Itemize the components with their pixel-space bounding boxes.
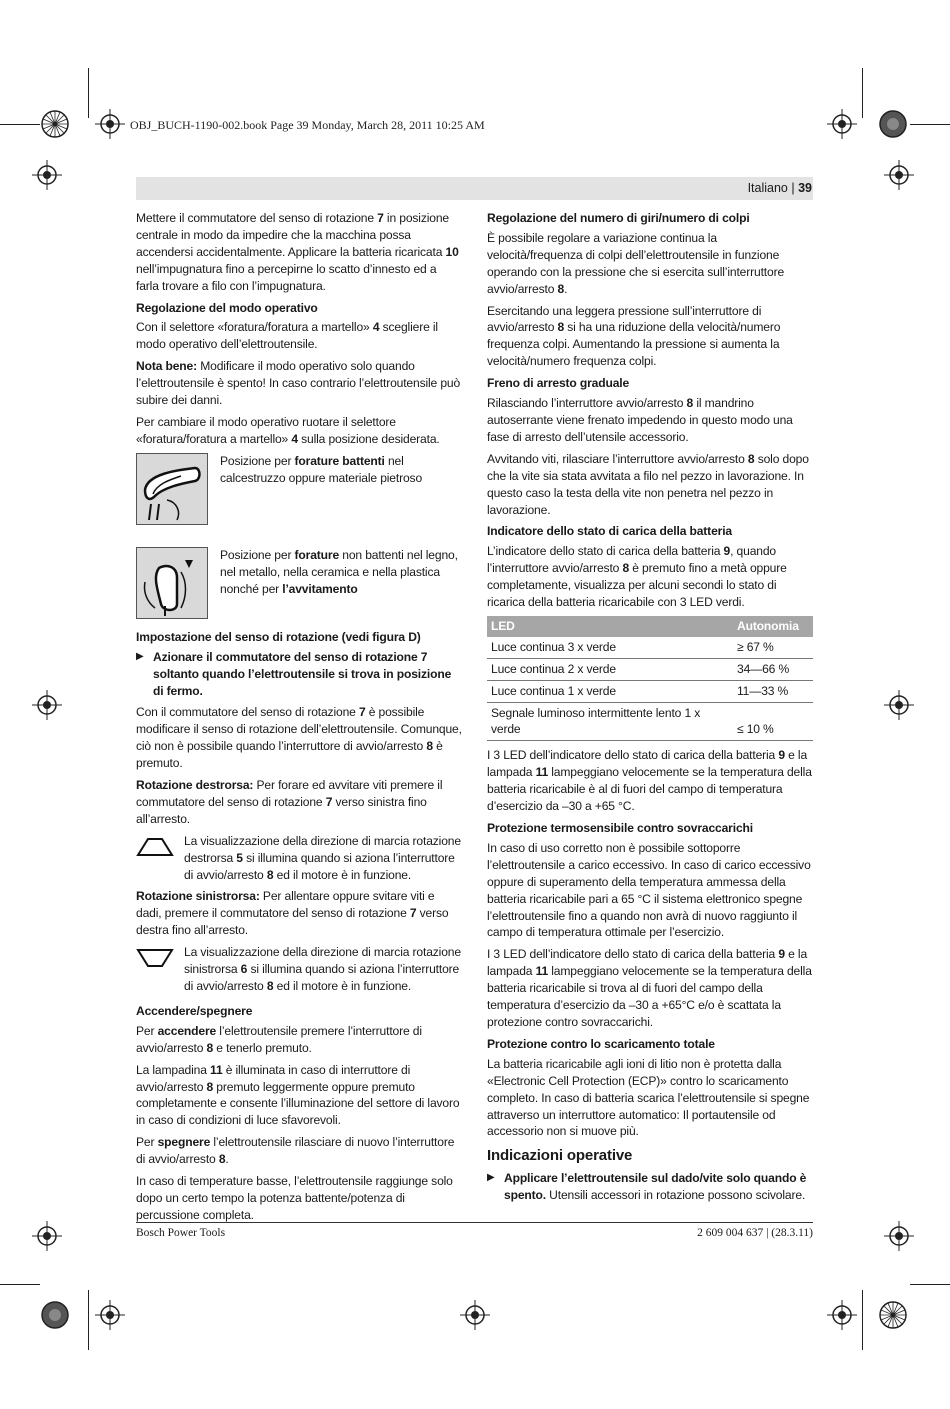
registration-mark-icon (878, 1300, 908, 1330)
brake-paragraph-2: Avvitando viti, rilasciare l’interruttore avvio/arresto 8 solo dopo che la vite sia stata avvitata a filo nel pezzo in lavorazione. In questo caso la testa della vite non penetra nel pezzo in lavorazione. (487, 451, 809, 517)
crop-mark (88, 1290, 89, 1350)
registration-mark-icon (95, 109, 125, 139)
table-header-row (487, 616, 813, 637)
mode-heading: Regolazione del modo operativo (136, 300, 318, 315)
crop-mark (862, 68, 863, 118)
tips-heading: Indicazioni operative (487, 1147, 633, 1165)
thermal-heading: Protezione termosensibile contro sovraccarichi (487, 821, 753, 835)
nota-paragraph: Nota bene: Modificare il modo operativo solo quando l’elettroutensile è spento! In caso contrario l’elettroutensile può subire dei danni. (136, 359, 461, 408)
charge-paragraph: L’indicatore dello stato di carica della batteria 9, quando l’interruttore avvio/arresto 8 è premuto fino a metà oppure completamente, visualizza per alcuni secondi lo stato di ricarica della batteria ricaricabile con 3 LED verdi. (487, 544, 787, 610)
crop-mark (910, 124, 950, 125)
page-header: Italiano | 39 (747, 181, 812, 195)
crop-mark (910, 1284, 950, 1285)
registration-mark-icon (32, 160, 62, 190)
onoff-heading: Accendere/spegnere (136, 1003, 253, 1018)
table-cell: ≤ 10 % (733, 702, 813, 741)
footer-doc-number: 2 609 004 637 | (28.3.11) (697, 1227, 813, 1239)
bullet-triangle-icon: ▶ (487, 1172, 495, 1184)
cold-temperature-paragraph: In caso di temperature basse, l’elettroutensile raggiunge solo dopo un certo tempo la potenza battente/potenza di percussione completa. (136, 1174, 453, 1222)
table-row (487, 637, 813, 658)
lamp-paragraph: La lampadina 11 è illuminata in caso di interruttore di avvio/arresto 8 premuto leggermente oppure premuto completamente e consente l’illuminazione del settore di lavoro in caso di condizioni di luce sfavorevoli. (136, 1062, 460, 1128)
mode-paragraph: Con il selettore «foratura/foratura a martello» 4 scegliere il modo operativo dell’elettroutensile. (136, 320, 438, 352)
led-blink-paragraph: I 3 LED dell’indicatore dello stato di carica della batteria 9 e la lampada 11 lampeggiano velocemente se la temperatura della batteria ricaricabile è al di fuori del campo di temperatura d’esercizio da –30 a +65 °C. (487, 748, 812, 814)
table-row (487, 680, 813, 702)
table-cell: Segnale luminoso intermittente lento 1 x verde (487, 702, 733, 741)
registration-mark-icon (878, 109, 908, 139)
arrow-down-indicator-icon (136, 944, 184, 995)
table-cell: ≥ 67 % (733, 637, 813, 658)
hammer-drill-description: Posizione per forature battenti nel calcestruzzo oppure materiale pietroso (220, 453, 423, 485)
led-status-table (487, 616, 813, 741)
bullet-triangle-icon: ▶ (136, 650, 144, 662)
table-cell: 34—66 % (733, 658, 813, 680)
registration-mark-icon (884, 690, 914, 720)
switch-off-paragraph: Per spegnere l’elettroutensile rilasciare di nuovo l’interruttore di avvio/arresto 8. (136, 1135, 455, 1167)
registration-mark-icon (40, 1300, 70, 1330)
speed-paragraph-1: È possibile regolare a variazione continua la velocità/frequenza di colpi dell’elettroutensile in funzione operando con la pressione che si esercita sull’interruttore avvio/arresto 8. (487, 230, 785, 296)
registration-mark-icon (460, 1300, 490, 1330)
registration-mark-icon (32, 690, 62, 720)
left-rotation-paragraph: Rotazione sinistrorsa: Per allentare oppure svitare viti e dadi, premere il commutatore del senso di rotazione 7 verso destra fino all’arresto. (136, 889, 449, 938)
page-header-bar (136, 177, 813, 200)
table-header-led: LED (487, 616, 733, 637)
crop-mark (862, 1290, 863, 1350)
table-cell: Luce continua 1 x verde (487, 680, 733, 702)
registration-mark-icon (884, 160, 914, 190)
registration-mark-icon (95, 1300, 125, 1330)
registration-mark-icon (884, 1221, 914, 1251)
drill-mode-icon (136, 547, 208, 619)
speed-paragraph-2: Esercitando una leggera pressione sull’interruttore di avvio/arresto 8 si ha una riduzione della velocità/numero frequenza colpi. Aumentando la pressione si aumenta la velocità/numero frequenza colpi. (487, 303, 781, 369)
direction-heading: Impostazione del senso di rotazione (vedi figura D) (136, 629, 421, 644)
right-column (487, 210, 813, 1209)
registration-mark-icon (827, 109, 857, 139)
direction-warning: ▶ Azionare il commutatore del senso di rotazione 7 soltanto quando l’elettroutensile si trova in posizione di fermo. (136, 649, 452, 698)
speed-heading: Regolazione del numero di giri/numero di colpi (487, 211, 750, 225)
table-cell: Luce continua 3 x verde (487, 637, 733, 658)
left-rotation-note: La visualizzazione della direzione di marcia rotazione sinistrorsa 6 si illumina quando si aziona l’interruttore di avvio/arresto 8 ed il motore è in funzione. (136, 944, 462, 995)
crop-mark (0, 1284, 40, 1285)
tips-warning: ▶ Applicare l’elettroutensile sul dado/vite solo quando è spento. Utensili accessori in rotazione possono scivolare. (487, 1171, 807, 1203)
footer-brand: Bosch Power Tools (136, 1227, 226, 1239)
arrow-up-indicator-icon (136, 833, 184, 884)
crop-mark (88, 68, 89, 118)
discharge-heading: Protezione contro lo scaricamento totale (487, 1036, 715, 1051)
intro-paragraph: Mettere il commutatore del senso di rotazione 7 in posizione centrale in modo da impedire che la macchina possa accendersi accidentalmente. Applicare la batteria ricaricata 10 nell’impugnatura fino a percepirne lo scatto d’innesto ed a farla trovare a filo con l’impugnatura. (136, 211, 459, 293)
table-row (487, 658, 813, 680)
registration-mark-icon (32, 1221, 62, 1251)
table-row (487, 702, 813, 741)
page-number: 39 (798, 181, 812, 195)
page-language: Italiano (747, 181, 788, 195)
discharge-paragraph: La batteria ricaricabile agli ioni di litio non è protetta dalla «Electronic Cell Protection (ECP)» contro lo scaricamento completo. In caso di batteria scarica l’elettroutensile si spegne attraverso un interruttore automatico: Il portautensile od accessorio non si muove più. (487, 1056, 810, 1139)
hammer-drill-mode-icon (136, 453, 208, 525)
right-rotation-paragraph: Rotazione destrorsa: Per forare ed avvitare viti premere il commutatore del senso di rotazione 7 verso sinistra fino all’arresto. (136, 778, 443, 826)
table-cell: 11—33 % (733, 680, 813, 702)
registration-mark-icon (40, 109, 70, 139)
hammer-drill-figure-row (136, 453, 462, 525)
table-header-autonomy: Autonomia (733, 616, 813, 637)
change-mode-paragraph: Per cambiare il modo operativo ruotare il selettore «foratura/foratura a martello» 4 sulla posizione desiderata. (136, 414, 440, 446)
brake-paragraph-1: Rilasciando l’interruttore avvio/arresto 8 il mandrino autoserrante viene frenato impedendo in questo modo una fase di arresto dell’utensile accessorio. (487, 396, 793, 444)
switch-on-paragraph: Per accendere l’elettroutensile premere l’interruttore di avvio/arresto 8 e tenerlo premuto. (136, 1023, 422, 1055)
registration-mark-icon (827, 1300, 857, 1330)
brake-heading: Freno di arresto graduale (487, 376, 630, 391)
right-rotation-note: La visualizzazione della direzione di marcia rotazione destrorsa 5 si illumina quando si aziona l’interruttore di avvio/arresto 8 ed il motore è in funzione. (136, 833, 462, 884)
drill-figure-row (136, 547, 462, 619)
thermal-paragraph-1: In caso di uso corretto non è possibile sottoporre l’elettroutensile a carico eccessivo. In caso di carico eccessivo oppure di superamento della temperatura ammessa della batteria ricaricabile pari a 65 °C il sistema elettronico spegne l’elettroutensile fino a quando non avrà di nuovo raggiunto il campo di temperatura ottimale per l’esercizio. (487, 840, 811, 940)
thermal-paragraph-2: I 3 LED dell’indicatore dello stato di carica della batteria 9 e la lampada 11 lampeggiano velocemente se la temperatura della batteria ricaricabile si trova al di fuori del campo della temperatura d’esercizio da –30 a +65°C e/o è scattata la protezione contro sovraccarichi. (487, 947, 812, 1029)
table-cell: Luce continua 2 x verde (487, 658, 733, 680)
direction-paragraph: Con il commutatore del senso di rotazione 7 è possibile modificare il senso di rotazione dell’elettroutensile. Comunque, ciò non è possibile quando l’interruttore di avvio/arresto 8 è premuto. (136, 705, 462, 771)
print-header: OBJ_BUCH-1190-002.book Page 39 Monday, March 28, 2011 10:25 AM (130, 118, 485, 132)
crop-mark (0, 124, 40, 125)
drill-description: Posizione per forature non battenti nel legno, nel metallo, nella ceramica e nella plastica nonché per l’avvitamento (220, 547, 458, 596)
charge-heading: Indicatore dello stato di carica della batteria (487, 524, 732, 539)
footer-rule (136, 1222, 813, 1223)
left-column (136, 210, 462, 1229)
